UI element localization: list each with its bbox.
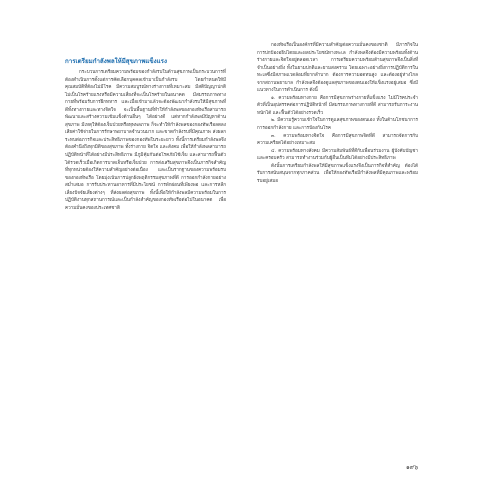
page-number: ๑๙๖ (405, 464, 418, 471)
section-heading: การเตรียมกำลังพลให้มีสุขภาพแข็งแรง (65, 58, 167, 65)
intro-paragraph: กองทัพเรือเป็นองค์กรที่มีความสำคัญต่อความมั่นคงของชาติ มีภารกิจในการปกป้องอธิปไตยและผลประโยชน์ทางทะเล กำลังพลจึงต้องมีความพร้อมทั้งด้านร่างกายและจิตใจอยู่ตลอดเวลา การเตรียมความพร้อมด้านสุขภาพจึงเป็นสิ่งที่จำเป็นอย่างยิ่ง ทั้งในยามปกติและยามสงคราม โดยเฉพาะอย่างยิ่งการปฏิบัติการในทะเลซึ่งมีสภาพแวดล้อมที่ยากลำบาก ต้องการความอดทนสูง และต้องอยู่ห่างไกลจากสถานพยาบาล กำลังพลจึงต้องดูแลสุขภาพของตนเองให้แข็งแรงอยู่เสมอ ซึ่งมีแนวทางในการดำเนินการ ดังนี้ (257, 43, 418, 94)
list-item: ๒. มีความรู้ความเข้าใจในการดูแลสุขภาพของตนเอง ทั้งในด้านโภชนาการ การออกกำลังกาย และการป้องกันโรค (257, 118, 418, 132)
body-paragraph: กระบวนการเตรียมความพร้อมของกำลังรบในด้านสุขภาพเป็นกระบวนการที่ต้องดำเนินการตั้งแต่การคัดเลือกบุคคลเข้ามาเป็นกำลังรบ โดยกำหนดให้มีคุณสมบัติที่ต้องไม่มีโรค มีความสมบูรณ์ทางร่างกายที่เหมาะสม มีสติปัญญาปกติ ไม่เป็นโรคร้ายแรงหรือมีความเสี่ยงที่จะเป็นโรคร้ายในอนาคต มีสมรรถภาพทางกายที่พร้อมรับการฝึกทหาร และเมื่อเข้ามาแล้วจะต้องพัฒนากำลังรบให้มีสุขภาพที่ดีทั้งทางกายและทางจิตใจ จะเป็นพื้นฐานที่ทำให้กำลังพลของกองทัพเรือสามารถพัฒนาและสร้างความเข้มแข็งด้านอื่นๆ ได้อย่างดี แต่หากกำลังพลมีปัญหาด้านสุขภาพ มีเหตุให้ต้องเจ็บป่วยหรือทุพพลภาพ ก็จะทำให้กำลังพลของกองทัพเรือลดลง เสียค่าใช้จ่ายในการรักษาพยาบาลจำนวนมาก และขาดกำลังรบที่มีคุณภาพ ส่งผลกระทบต่อภารกิจและประสิทธิภาพของกองทัพในระยะยาว ทั้งนี้การเตรียมกำลังพลจึงต้องคำนึงถึงทุกมิติของสุขภาพ ทั้งร่างกาย จิตใจ และสังคม เพื่อให้กำลังพลสามารถปฏิบัติหน้าที่ได้อย่างมีประสิทธิภาพ มีภูมิคุ้มกันต่อโรคภัยไข้เจ็บ และสามารถฟื้นตัวได้รวดเร็วเมื่อเกิดการบาดเจ็บหรือเจ็บป่วย การส่งเสริมสุขภาพจึงเป็นภารกิจสำคัญที่ทุกหน่วยต้องให้ความสำคัญอย่างต่อเนื่อง และเป็นรากฐานของความพร้อมรบของกองทัพเรือ โดยมุ่งเน้นการปลูกฝังพฤติกรรมสุขภาพที่ดี การออกกำลังกายอย่างสม่ำเสมอ การรับประทานอาหารที่มีประโยชน์ การพักผ่อนที่เพียงพอ และการหลีกเลี่ยงปัจจัยเสี่ยงต่างๆ ที่ส่งผลต่อสุขภาพ ทั้งนี้เพื่อให้กำลังพลมีความพร้อมในการปฏิบัติงานทุกสถานการณ์และเป็นกำลังสำคัญของกองทัพเรือต่อไปในอนาคต เพื่อความมั่นคงของประเทศชาติ (65, 70, 226, 211)
list-item: ๑. ความพร้อมทางกาย คือการมีสุขภาพร่างกายที่แข็งแรง ไม่มีโรคประจำตัวที่เป็นอุปสรรคต่อการปฏิบัติหน้าที่ มีสมรรถภาพทางกายที่ดี สามารถรับภาระงานหนักได้ และฟื้นตัวได้อย่างรวดเร็ว (257, 95, 418, 116)
list-item: ๔. ความพร้อมทางสังคม มีความสัมพันธ์ที่ดีกับเพื่อนร่วมงาน ผู้บังคับบัญชา และครอบครัว สามารถทำงานร่วมกับผู้อื่นเป็นทีมได้อย่างมีประสิทธิภาพ (257, 148, 418, 162)
list-item: ๓. ความพร้อมทางจิตใจ คือการมีสุขภาพจิตที่ดี สามารถจัดการกับความเครียดได้อย่างเหมาะสม (257, 133, 418, 147)
closing-paragraph: ดังนั้นการเตรียมกำลังพลให้มีสุขภาพแข็งแรงจึงเป็นภารกิจที่สำคัญ ต้องได้รับการสนับสนุนจากทุกภาคส่วน เพื่อให้กองทัพเรือมีกำลังพลที่มีคุณภาพและพร้อมรบอยู่เสมอ (257, 163, 418, 184)
right-column (257, 42, 418, 185)
left-column (65, 69, 226, 212)
